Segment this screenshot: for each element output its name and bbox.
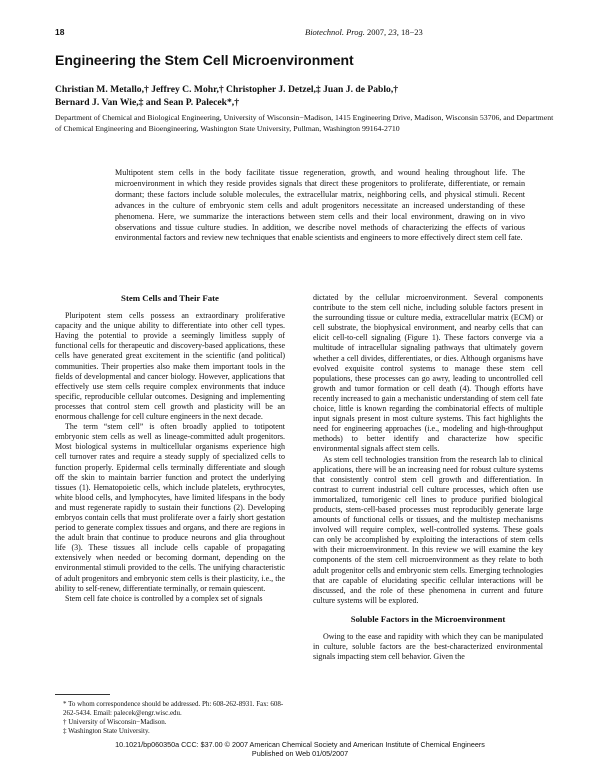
page-header [55,27,550,39]
footer-published: Published on Web 01/05/2007 [251,749,349,758]
body-paragraph: Owing to the ease and rapidity with which they can be manipulated in culture, soluble factors are the best-characterized environmental signals impacting stem cell behavior. Given the [313,632,543,662]
body-paragraph: The term “stem cell” is often broadly applied to totipotent embryonic stem cells as well as lineage-committed adult progenitors. Most biological systems in multicellular organisms experience high cell turnover rates and require a steady supply of specialized cells to function properly. Epidermal cells terminally differentiate and slough off the skin to maintain barrier function and protect the underlying tissues (1). Hematopoietic cells, which include platelets, erythrocytes, white blood cells, and lymphocytes, have limited lifespans in the body and must regenerate rapidly to sustain their functions (2). Developing embryos contain cells that must proliferate over a fairly short gestation period to generate complex tissues and organs, and there are regions in the adult brain that continue to produce neurons and glia throughout life (3). These tissues all include cells capable of propagating extensively when needed or becoming dormant, depending on the environmental stimuli provided to the cells. The unifying characteristic of adult progenitors and embryonic stem cells is their plasticity, i.e., the ability to self-renew, differentiate terminally, or remain quiescent. [55,422,285,593]
journal-pages: 18−23 [401,27,423,37]
page-number: 18 [55,27,65,37]
body-paragraph: Pluripotent stem cells possess an extraordinary proliferative capacity and the unique ability to differentiate into other cell types. Having the potential to provide a seemingly limitless supply of functional cells for therapeutic and discovery-based applications, these cells have generated great excitement in the scientific (and political) communities. Their properties also make them important tools in the fields of developmental and cancer biology. However, applications that effectively use stem cells require complex environments that induce specific, reproducible cellular outcomes. Designing and implementing processes that control stem cell growth and plasticity will be an enormous challenge for cell culture engineers in the next decade. [55,311,285,422]
footnotes [55,700,285,736]
right-column [313,293,543,662]
section-heading: Soluble Factors in the Microenvironment [350,613,506,624]
body-paragraph: As stem cell technologies transition from the research lab to clinical applications, there will be an increasing need for robust culture systems that consistently control stem cell growth and differentiation. In contrast to current industrial cell culture processes, which often use immortalized, tumorigenic cell lines to produce purified biological products, stem-cell-based processes must reproducibly generate large amounts of functional cells or tissues, and the multistep mechanisms involved will require complex, well-controlled systems. These goals can only be accomplished by exploiting the interactions of stem cells with their microenvironment. In this review we will examine the key components of the stem cell microenvironment as they relate to both adult progenitor cells and embryonic stem cells. Emerging technologies that are capable of elucidating specific cellular interactions will be discussed, and the role of these phenomena in current and future culture systems will be explored. [313,454,543,605]
footnote-affiliation: ‡ Washington State University. [63,727,150,735]
affiliation: Department of Chemical and Biological Engineering, University of Wisconsin−Madison, 1415 Engineering Drive, Madison, Wisconsin 53706, and Department of Chemical Engineering and Bioengineering, Washington State University, Pullman, Washington 99164-2710 [55,113,554,133]
section-heading: Stem Cells and Their Fate [121,293,219,303]
author-line: Bernard J. Van Wie,‡ and Sean P. Palecek*,† [55,97,239,108]
footnote-correspondence: * To whom correspondence should be addressed. Ph: 608-262-8931. Fax: 608-262-5434. Email: palecek@engr.wisc.edu. [63,700,284,717]
running-head: Biotechnol. Prog. 2007, 23, 18−23 [305,27,423,37]
journal-volume: 23 [388,27,397,37]
journal-year: 2007 [367,27,385,37]
abstract: Multipotent stem cells in the body facilitate tissue regeneration, growth, and wound healing throughout life. The microenvironment in which they reside provides signals that direct these progenitors to proliferate, differentiate, or remain dormant; these factors include soluble molecules, the extracellular matrix, neighboring cells, and physical stimuli. Recent advances in the culture of embryonic stem cells and adult progenitors necessitate an increased understanding of these phenomena. Here, we summarize the interactions between stem cells and their local environment, drawing on in vivo observations and tissue culture studies. In addition, we describe novel methods of characterizing the effects of various environmental factors and review new techniques that enable scientists and engineers to more effectively direct stem cell fate. [115,168,525,243]
footer-doi-copyright: 10.1021/bp060350a CCC: $37.00 © 2007 American Chemical Society and American Institute of Chemical Engineers [115,740,485,749]
body-paragraph: Stem cell fate choice is controlled by a complex set of signals [65,593,263,603]
footnote-rule [55,694,110,695]
journal-name: Biotechnol. Prog. [305,27,365,37]
author-list [55,83,555,109]
body-paragraph: dictated by the cellular microenvironment. Several components contribute to the stem cell niche, including soluble factors present in the surrounding tissue or culture media, extracellular matrix (ECM) or cell substrate, the biophysical environment, and nearby cells that can elicit cell-to-cell signaling (Figure 1). These factors converge via a multitude of intracellular signaling pathways that ultimately govern whether a cell divides, differentiates, or dies. Although organisms have evolved exquisite control systems to manage these stem cell populations, these processes can go awry, leading to uncontrolled cell growth and tumor formation or cell death (4). Though efforts have recently increased to gain a mechanistic understanding of stem cell fate choice, little is known regarding the combinatorial effects of multiple input signals present in most culture systems. This fact highlights the need for engineering approaches (i.e., modeling and high-throughput methods) to better identify and characterize how specific environmental signals affect stem cells. [313,293,543,454]
author-line: Christian M. Metallo,† Jeffrey C. Mohr,† Christopher J. Detzel,‡ Juan J. de Pablo,† [55,84,399,95]
left-column [55,293,285,604]
article-title: Engineering the Stem Cell Microenvironment [55,52,354,68]
footnote-affiliation: † University of Wisconsin−Madison. [63,718,167,726]
